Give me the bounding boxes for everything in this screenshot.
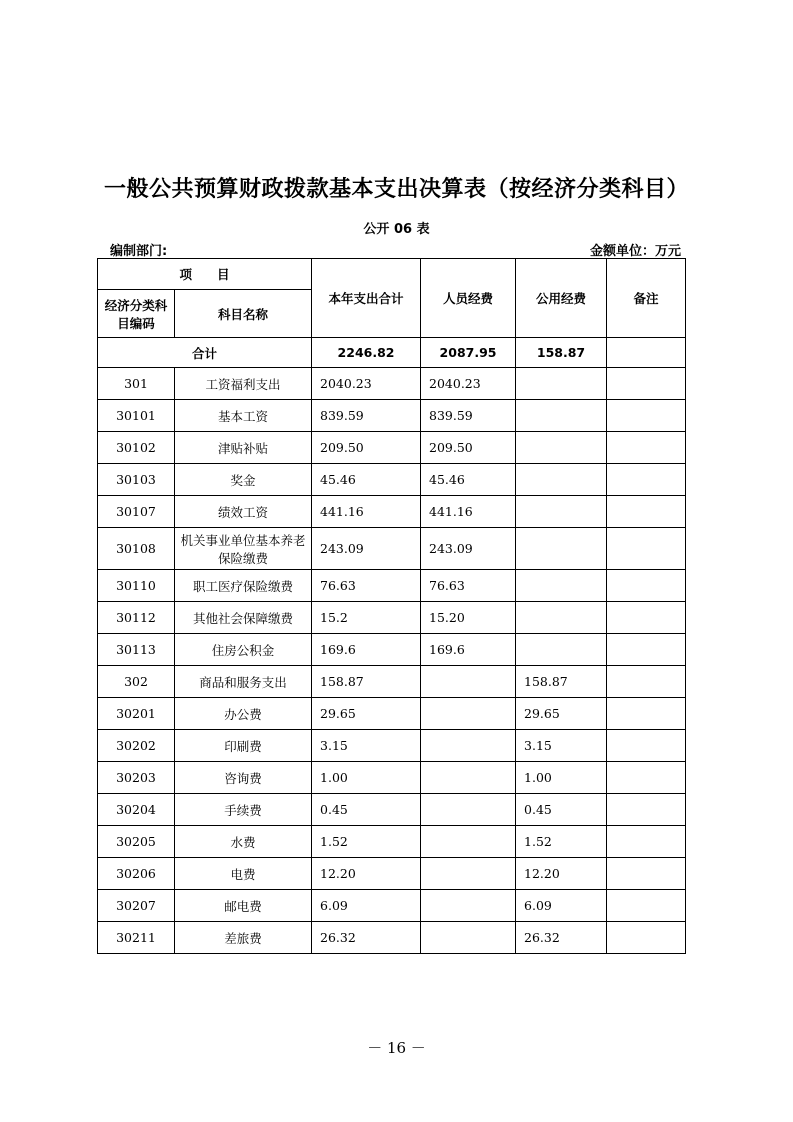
total-personnel: 2087.95 — [421, 338, 516, 368]
cell-code: 30107 — [98, 496, 175, 528]
cell-public: 158.87 — [516, 666, 607, 698]
header-total: 本年支出合计 — [312, 259, 421, 338]
cell-code: 30204 — [98, 794, 175, 826]
table-number: 公开 06 表 — [363, 222, 430, 237]
cell-name: 工资福利支出 — [175, 368, 312, 400]
cell-public — [516, 432, 607, 464]
total-public: 158.87 — [516, 338, 607, 368]
header-note: 备注 — [607, 259, 686, 338]
cell-total: 243.09 — [312, 528, 421, 570]
cell-note — [607, 432, 686, 464]
cell-code: 302 — [98, 666, 175, 698]
cell-code: 30205 — [98, 826, 175, 858]
cell-note — [607, 762, 686, 794]
cell-note — [607, 464, 686, 496]
cell-personnel: 441.16 — [421, 496, 516, 528]
cell-total: 29.65 — [312, 698, 421, 730]
cell-note — [607, 858, 686, 890]
header-project: 项 目 — [98, 259, 312, 290]
cell-total: 839.59 — [312, 400, 421, 432]
cell-code: 30201 — [98, 698, 175, 730]
cell-name: 办公费 — [175, 698, 312, 730]
cell-code: 30113 — [98, 634, 175, 666]
cell-personnel — [421, 730, 516, 762]
cell-total: 1.00 — [312, 762, 421, 794]
total-row — [98, 338, 686, 368]
cell-public — [516, 602, 607, 634]
cell-name: 其他社会保障缴费 — [175, 602, 312, 634]
cell-public: 1.00 — [516, 762, 607, 794]
cell-personnel: 839.59 — [421, 400, 516, 432]
cell-total: 45.46 — [312, 464, 421, 496]
cell-code: 30102 — [98, 432, 175, 464]
cell-total: 1.52 — [312, 826, 421, 858]
table-row — [98, 400, 686, 432]
table-row — [98, 602, 686, 634]
cell-code: 30203 — [98, 762, 175, 794]
table-row — [98, 464, 686, 496]
cell-public: 3.15 — [516, 730, 607, 762]
cell-total: 3.15 — [312, 730, 421, 762]
cell-public — [516, 400, 607, 432]
cell-personnel — [421, 794, 516, 826]
table-row — [98, 528, 686, 570]
cell-name: 住房公积金 — [175, 634, 312, 666]
table-row — [98, 858, 686, 890]
cell-total: 15.2 — [312, 602, 421, 634]
cell-total: 169.6 — [312, 634, 421, 666]
cell-note — [607, 400, 686, 432]
cell-note — [607, 730, 686, 762]
cell-name: 津贴补贴 — [175, 432, 312, 464]
cell-note — [607, 368, 686, 400]
cell-total: 26.32 — [312, 922, 421, 954]
table-row — [98, 570, 686, 602]
cell-name: 水费 — [175, 826, 312, 858]
cell-code: 30202 — [98, 730, 175, 762]
cell-total: 12.20 — [312, 858, 421, 890]
cell-personnel: 15.20 — [421, 602, 516, 634]
cell-personnel — [421, 762, 516, 794]
cell-personnel — [421, 922, 516, 954]
cell-name: 差旅费 — [175, 922, 312, 954]
cell-public — [516, 570, 607, 602]
cell-personnel — [421, 858, 516, 890]
table-row — [98, 794, 686, 826]
expenditure-table — [97, 258, 686, 954]
cell-public — [516, 464, 607, 496]
cell-name: 手续费 — [175, 794, 312, 826]
cell-code: 30211 — [98, 922, 175, 954]
cell-public: 29.65 — [516, 698, 607, 730]
cell-note — [607, 826, 686, 858]
cell-total: 76.63 — [312, 570, 421, 602]
cell-name: 邮电费 — [175, 890, 312, 922]
cell-code: 30110 — [98, 570, 175, 602]
table-row — [98, 730, 686, 762]
header-name: 科目名称 — [175, 290, 312, 338]
dept-label: 编制部门: — [110, 244, 168, 259]
table-row — [98, 634, 686, 666]
cell-name: 职工医疗保险缴费 — [175, 570, 312, 602]
cell-code: 30103 — [98, 464, 175, 496]
table-row — [98, 432, 686, 464]
table-row — [98, 826, 686, 858]
total-label: 合计 — [98, 338, 312, 368]
cell-note — [607, 890, 686, 922]
cell-personnel: 2040.23 — [421, 368, 516, 400]
table-row — [98, 698, 686, 730]
cell-name: 电费 — [175, 858, 312, 890]
table-row — [98, 922, 686, 954]
cell-personnel — [421, 666, 516, 698]
cell-name: 机关事业单位基本养老保险缴费 — [175, 528, 312, 570]
table-row — [98, 368, 686, 400]
cell-note — [607, 666, 686, 698]
cell-personnel — [421, 826, 516, 858]
cell-name: 绩效工资 — [175, 496, 312, 528]
cell-code: 30112 — [98, 602, 175, 634]
cell-total: 209.50 — [312, 432, 421, 464]
cell-personnel — [421, 698, 516, 730]
cell-personnel: 76.63 — [421, 570, 516, 602]
cell-total: 0.45 — [312, 794, 421, 826]
cell-personnel: 45.46 — [421, 464, 516, 496]
cell-note — [607, 570, 686, 602]
cell-public: 26.32 — [516, 922, 607, 954]
unit-label: 金额单位：万元 — [589, 244, 681, 259]
page-title: 一般公共预算财政拨款基本支出决算表（按经济分类科目） — [103, 177, 689, 202]
table-row — [98, 762, 686, 794]
cell-public: 0.45 — [516, 794, 607, 826]
header-code: 经济分类科目编码 — [98, 290, 175, 338]
cell-name: 商品和服务支出 — [175, 666, 312, 698]
cell-total: 158.87 — [312, 666, 421, 698]
cell-public: 12.20 — [516, 858, 607, 890]
total-total: 2246.82 — [312, 338, 421, 368]
cell-public — [516, 634, 607, 666]
header-public: 公用经费 — [516, 259, 607, 338]
cell-public: 6.09 — [516, 890, 607, 922]
cell-public — [516, 528, 607, 570]
cell-name: 基本工资 — [175, 400, 312, 432]
cell-code: 30207 — [98, 890, 175, 922]
total-note — [607, 338, 686, 368]
page-number: － 16 － — [367, 1039, 426, 1057]
cell-note — [607, 922, 686, 954]
cell-total: 441.16 — [312, 496, 421, 528]
cell-note — [607, 602, 686, 634]
table-row — [98, 496, 686, 528]
cell-total: 2040.23 — [312, 368, 421, 400]
table-row — [98, 890, 686, 922]
cell-total: 6.09 — [312, 890, 421, 922]
cell-name: 印刷费 — [175, 730, 312, 762]
header-personnel: 人员经费 — [421, 259, 516, 338]
cell-personnel: 209.50 — [421, 432, 516, 464]
cell-personnel: 169.6 — [421, 634, 516, 666]
cell-name: 奖金 — [175, 464, 312, 496]
cell-personnel: 243.09 — [421, 528, 516, 570]
cell-note — [607, 794, 686, 826]
cell-public — [516, 496, 607, 528]
cell-public: 1.52 — [516, 826, 607, 858]
cell-code: 30108 — [98, 528, 175, 570]
cell-note — [607, 634, 686, 666]
cell-personnel — [421, 890, 516, 922]
table-row — [98, 666, 686, 698]
cell-note — [607, 698, 686, 730]
cell-name: 咨询费 — [175, 762, 312, 794]
cell-note — [607, 528, 686, 570]
cell-code: 30101 — [98, 400, 175, 432]
cell-note — [607, 496, 686, 528]
cell-code: 301 — [98, 368, 175, 400]
cell-code: 30206 — [98, 858, 175, 890]
cell-public — [516, 368, 607, 400]
